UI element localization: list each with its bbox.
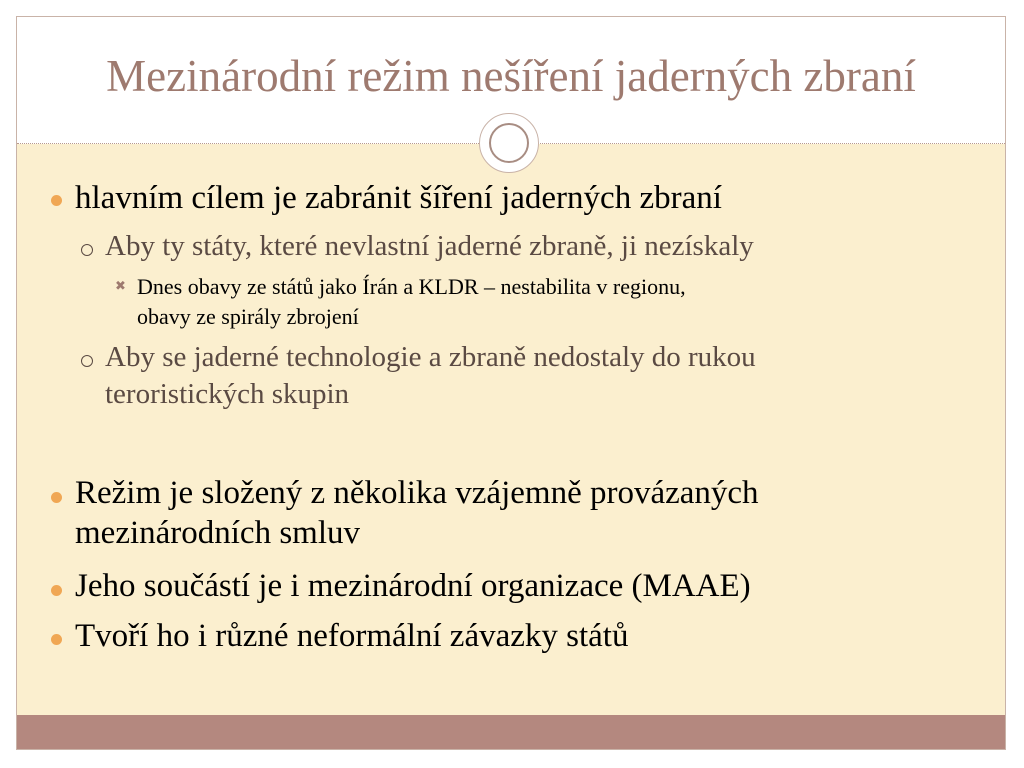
bullet-item: Jeho součástí je i mezinárodní organizace (MAAE)	[75, 568, 751, 604]
circle-ornament-icon	[479, 113, 539, 173]
sub-sub-bullet-line: obavy ze spirály zbrojení	[137, 304, 359, 329]
sub-bullet-line: teroristických skupin	[105, 378, 350, 410]
bullet-dot-icon	[51, 195, 62, 206]
bullet-ring-icon	[81, 244, 93, 256]
bullet-line: mezinárodních smluv	[75, 515, 361, 551]
sub-bullet-item: Aby ty státy, které nevlastní jaderné zbraně, ji nezískaly	[105, 230, 754, 262]
circle-ornament-ring	[489, 123, 529, 163]
bullet-dot-icon	[51, 634, 62, 645]
bullet-dot-icon	[51, 585, 62, 596]
sub-bullet-line: Aby se jaderné technologie a zbraně nedostaly do rukou	[105, 341, 756, 373]
bullet-dot-icon	[51, 492, 62, 503]
bullet-line: Režim je složený z několika vzájemně provázaných	[75, 475, 759, 511]
slide	[16, 16, 1006, 750]
bullet-item: Tvoří ho i různé neformální závazky států	[75, 618, 629, 654]
bullet-ring-icon	[81, 355, 93, 367]
bullet-item: hlavním cílem je zabránit šíření jaderných zbraní	[75, 180, 722, 216]
sub-sub-bullet-line: Dnes obavy ze států jako Írán a KLDR – nestabilita v regionu,	[137, 274, 686, 299]
slide-title: Mezinárodní režim nešíření jaderných zbraní	[106, 51, 916, 101]
x-bullet-icon: ✖	[115, 279, 126, 294]
